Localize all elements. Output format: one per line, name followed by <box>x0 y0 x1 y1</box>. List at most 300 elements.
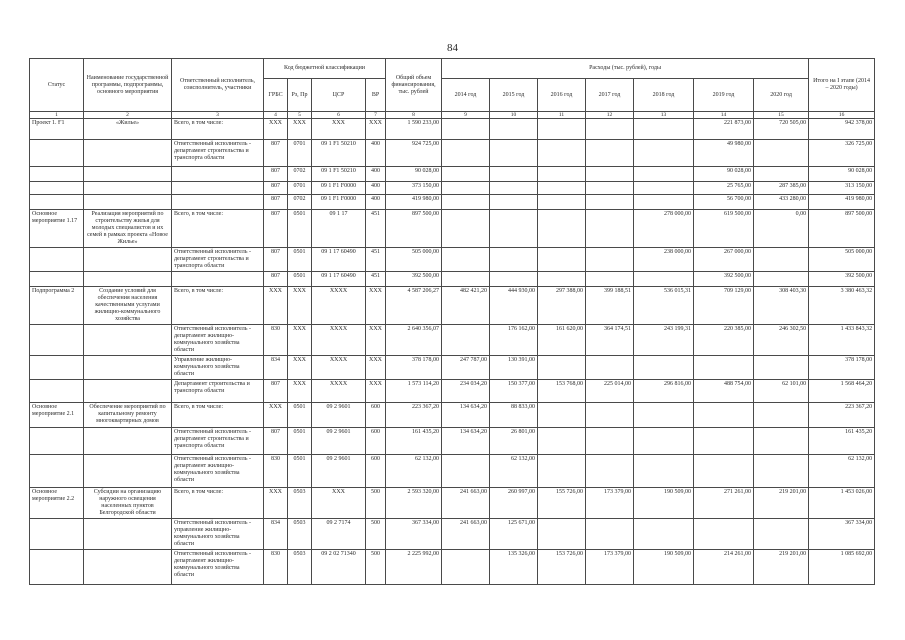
header-year: 2017 год <box>586 79 634 112</box>
amount-cell: 1 433 843,32 <box>809 325 875 356</box>
amount-cell <box>634 356 694 380</box>
amount-cell <box>442 167 490 182</box>
code-cell: 0501 <box>288 403 312 428</box>
code-cell: XXX <box>264 403 288 428</box>
amount-cell <box>634 403 694 428</box>
amount-cell: 88 833,00 <box>490 403 538 428</box>
column-index: 3 <box>172 112 264 119</box>
code-cell: XXX <box>264 287 288 325</box>
code-cell: XXX <box>366 356 386 380</box>
code-cell: 0702 <box>288 167 312 182</box>
amount-cell: 125 671,00 <box>490 519 538 550</box>
amount-cell <box>538 356 586 380</box>
status-cell <box>30 248 84 272</box>
table-body <box>30 119 875 585</box>
code-cell: XXX <box>312 488 366 519</box>
code-cell: 500 <box>366 488 386 519</box>
name-cell: Реализация мероприятий по строительству жилья для молодых специалистов и их семей в рамках проекта «Новое Жилье» <box>84 210 172 248</box>
code-cell: 09 1 F1 50210 <box>312 167 366 182</box>
amount-cell <box>586 140 634 167</box>
code-cell: 807 <box>264 167 288 182</box>
amount-cell: 378 178,00 <box>809 356 875 380</box>
amount-cell <box>442 140 490 167</box>
header-vr: ВР <box>366 79 386 112</box>
amount-cell <box>634 455 694 488</box>
code-cell: 0501 <box>288 248 312 272</box>
amount-cell: 271 261,00 <box>694 488 754 519</box>
header-total-volume: Общий объем финансирования, тыс. рублей <box>386 59 442 112</box>
amount-cell <box>442 325 490 356</box>
amount-cell: 392 500,00 <box>386 272 442 287</box>
code-cell: 807 <box>264 182 288 195</box>
amount-cell <box>634 195 694 210</box>
amount-cell: 297 388,00 <box>538 287 586 325</box>
amount-cell: 267 000,00 <box>694 248 754 272</box>
amount-cell <box>442 455 490 488</box>
amount-cell: 56 700,00 <box>694 195 754 210</box>
amount-cell: 1 085 692,00 <box>809 550 875 585</box>
amount-cell: 2 593 320,00 <box>386 488 442 519</box>
status-cell <box>30 272 84 287</box>
amount-cell: 161 435,20 <box>809 428 875 455</box>
amount-cell <box>634 167 694 182</box>
amount-cell: 135 326,00 <box>490 550 538 585</box>
header-name: Наименование государственной программы, подпрограммы, основного мероприятия <box>84 59 172 112</box>
amount-cell <box>586 210 634 248</box>
column-index: 16 <box>809 112 875 119</box>
amount-cell <box>754 519 809 550</box>
amount-cell <box>634 140 694 167</box>
code-cell: 807 <box>264 195 288 210</box>
code-cell: XXX <box>288 356 312 380</box>
amount-cell: 220 385,00 <box>694 325 754 356</box>
responsible-cell: Ответственный исполнитель - департамент жилищно-коммунального хозяйства области <box>172 550 264 585</box>
amount-cell: 367 334,00 <box>809 519 875 550</box>
amount-cell <box>442 210 490 248</box>
amount-cell <box>754 140 809 167</box>
amount-cell <box>538 403 586 428</box>
amount-cell: 134 634,20 <box>442 428 490 455</box>
name-cell <box>84 140 172 167</box>
code-cell: XXX <box>288 287 312 325</box>
amount-cell: 364 174,51 <box>586 325 634 356</box>
amount-cell <box>442 182 490 195</box>
amount-cell: 536 015,31 <box>634 287 694 325</box>
amount-cell: 161 620,00 <box>538 325 586 356</box>
amount-cell <box>586 519 634 550</box>
name-cell <box>84 428 172 455</box>
amount-cell: 399 188,51 <box>586 287 634 325</box>
amount-cell: 214 261,00 <box>694 550 754 585</box>
code-cell: XXX <box>264 119 288 140</box>
amount-cell <box>754 428 809 455</box>
amount-cell <box>586 428 634 455</box>
table-row <box>30 356 875 380</box>
amount-cell: 897 500,00 <box>386 210 442 248</box>
code-cell: 09 2 9601 <box>312 403 366 428</box>
amount-cell: 326 725,00 <box>809 140 875 167</box>
responsible-cell <box>172 167 264 182</box>
header-responsible: Ответственный исполнитель, соисполнитель, участники <box>172 59 264 112</box>
responsible-cell: Ответственный исполнитель - департамент жилищно-коммунального хозяйства области <box>172 455 264 488</box>
amount-cell <box>490 272 538 287</box>
amount-cell: 247 787,00 <box>442 356 490 380</box>
responsible-cell: Ответственный исполнитель - департамент строительства и транспорта области <box>172 248 264 272</box>
code-cell: XXX <box>366 325 386 356</box>
code-cell: 0503 <box>288 488 312 519</box>
header-year: 2016 год <box>538 79 586 112</box>
table-row <box>30 140 875 167</box>
column-index: 2 <box>84 112 172 119</box>
name-cell <box>84 182 172 195</box>
amount-cell <box>538 119 586 140</box>
page-number: 84 <box>447 42 458 54</box>
status-cell: Проект 1. Ғ1 <box>30 119 84 140</box>
table-row <box>30 519 875 550</box>
header-stage-total: Итого на I этапе (2014 – 2020 годы) <box>809 59 875 112</box>
header-year: 2018 год <box>634 79 694 112</box>
table-row <box>30 550 875 585</box>
responsible-cell <box>172 195 264 210</box>
amount-cell: 173 379,00 <box>586 488 634 519</box>
amount-cell: 62 132,00 <box>809 455 875 488</box>
amount-cell: 308 403,30 <box>754 287 809 325</box>
name-cell <box>84 325 172 356</box>
name-cell <box>84 455 172 488</box>
amount-cell <box>538 272 586 287</box>
amount-cell <box>586 119 634 140</box>
header-grbs: ГРБС <box>264 79 288 112</box>
amount-cell: 942 378,00 <box>809 119 875 140</box>
code-cell: XXX <box>264 488 288 519</box>
code-cell: 09 1 F1 F0000 <box>312 195 366 210</box>
name-cell <box>84 550 172 585</box>
responsible-cell: Всего, в том числе: <box>172 119 264 140</box>
amount-cell: 1 573 114,20 <box>386 380 442 403</box>
amount-cell <box>538 195 586 210</box>
amount-cell: 134 634,20 <box>442 403 490 428</box>
amount-cell <box>442 272 490 287</box>
amount-cell: 219 201,00 <box>754 550 809 585</box>
table-row <box>30 248 875 272</box>
name-cell <box>84 519 172 550</box>
amount-cell <box>538 428 586 455</box>
amount-cell: 241 663,00 <box>442 488 490 519</box>
amount-cell: 392 500,00 <box>694 272 754 287</box>
name-cell <box>84 248 172 272</box>
amount-cell: 246 302,50 <box>754 325 809 356</box>
amount-cell: 419 980,00 <box>809 195 875 210</box>
amount-cell: 243 199,31 <box>634 325 694 356</box>
amount-cell <box>694 428 754 455</box>
name-cell <box>84 356 172 380</box>
table-row <box>30 428 875 455</box>
responsible-cell: Ответственный исполнитель - управление жилищно-коммунального хозяйства области <box>172 519 264 550</box>
code-cell: XXX <box>366 287 386 325</box>
code-cell: 830 <box>264 550 288 585</box>
status-cell <box>30 167 84 182</box>
code-cell: XXXX <box>312 325 366 356</box>
code-cell: 09 1 17 60490 <box>312 272 366 287</box>
amount-cell: 221 873,00 <box>694 119 754 140</box>
amount-cell: 234 034,20 <box>442 380 490 403</box>
amount-cell <box>754 248 809 272</box>
status-cell <box>30 325 84 356</box>
table-row <box>30 488 875 519</box>
code-cell: 0702 <box>288 195 312 210</box>
table-row <box>30 182 875 195</box>
column-index: 8 <box>386 112 442 119</box>
amount-cell <box>490 167 538 182</box>
name-cell <box>84 167 172 182</box>
amount-cell: 505 000,00 <box>809 248 875 272</box>
name-cell <box>84 195 172 210</box>
amount-cell: 897 500,00 <box>809 210 875 248</box>
amount-cell: 924 725,00 <box>386 140 442 167</box>
status-cell <box>30 356 84 380</box>
amount-cell: 173 379,00 <box>586 550 634 585</box>
amount-cell: 25 765,00 <box>694 182 754 195</box>
amount-cell: 2 640 356,07 <box>386 325 442 356</box>
amount-cell: 49 980,00 <box>694 140 754 167</box>
code-cell: 09 1 F1 F0000 <box>312 182 366 195</box>
name-cell: Субсидии на организацию наружного освещения населенных пунктов Белгородской области <box>84 488 172 519</box>
table-row <box>30 210 875 248</box>
responsible-cell: Ответственный исполнитель - департамент строительства и транспорта области <box>172 428 264 455</box>
header-year: 2015 год <box>490 79 538 112</box>
code-cell: 451 <box>366 248 386 272</box>
amount-cell <box>634 519 694 550</box>
code-cell: 400 <box>366 140 386 167</box>
amount-cell: 260 997,00 <box>490 488 538 519</box>
code-cell: XXX <box>366 380 386 403</box>
amount-cell: 90 028,00 <box>386 167 442 182</box>
table-row <box>30 287 875 325</box>
code-cell: 09 2 7174 <box>312 519 366 550</box>
code-cell: XXXX <box>312 380 366 403</box>
responsible-cell: Всего, в том числе: <box>172 287 264 325</box>
table-row <box>30 167 875 182</box>
header-year: 2020 год <box>754 79 809 112</box>
table-row <box>30 325 875 356</box>
amount-cell: 367 334,00 <box>386 519 442 550</box>
column-index: 7 <box>366 112 386 119</box>
status-cell <box>30 182 84 195</box>
code-cell: 500 <box>366 519 386 550</box>
amount-cell <box>538 140 586 167</box>
code-cell: 0701 <box>288 182 312 195</box>
responsible-cell: Всего, в том числе: <box>172 403 264 428</box>
responsible-cell: Всего, в том числе: <box>172 488 264 519</box>
amount-cell: 225 014,00 <box>586 380 634 403</box>
amount-cell <box>490 210 538 248</box>
responsible-cell: Ответственный исполнитель - департамент строительства и транспорта области <box>172 140 264 167</box>
table-row <box>30 272 875 287</box>
header-budget-code: Код бюджетной классификации <box>264 59 386 79</box>
header-csr: ЦСР <box>312 79 366 112</box>
amount-cell: 90 028,00 <box>809 167 875 182</box>
amount-cell <box>442 248 490 272</box>
status-cell <box>30 519 84 550</box>
amount-cell: 90 028,00 <box>694 167 754 182</box>
amount-cell <box>538 248 586 272</box>
column-index: 13 <box>634 112 694 119</box>
status-cell: Подпрограмма 2 <box>30 287 84 325</box>
amount-cell <box>442 550 490 585</box>
amount-cell: 619 500,00 <box>694 210 754 248</box>
code-cell: 600 <box>366 428 386 455</box>
amount-cell: 190 509,00 <box>634 488 694 519</box>
amount-cell: 62 101,00 <box>754 380 809 403</box>
amount-cell: 287 385,00 <box>754 182 809 195</box>
code-cell: XXX <box>288 119 312 140</box>
amount-cell <box>694 356 754 380</box>
header-year: 2019 год <box>694 79 754 112</box>
column-index: 6 <box>312 112 366 119</box>
amount-cell: 378 178,00 <box>386 356 442 380</box>
amount-cell: 278 000,00 <box>634 210 694 248</box>
amount-cell <box>586 272 634 287</box>
status-cell <box>30 195 84 210</box>
code-cell: 0501 <box>288 455 312 488</box>
amount-cell: 155 726,00 <box>538 488 586 519</box>
code-cell: 09 1 17 <box>312 210 366 248</box>
column-index: 14 <box>694 112 754 119</box>
table-row <box>30 195 875 210</box>
amount-cell: 2 225 992,00 <box>386 550 442 585</box>
amount-cell <box>754 356 809 380</box>
code-cell: 0501 <box>288 428 312 455</box>
amount-cell: 3 380 463,32 <box>809 287 875 325</box>
code-cell: 0501 <box>288 210 312 248</box>
code-cell: XXXX <box>312 356 366 380</box>
amount-cell <box>538 167 586 182</box>
amount-cell <box>694 403 754 428</box>
amount-cell: 720 505,00 <box>754 119 809 140</box>
amount-cell <box>754 455 809 488</box>
code-cell: 807 <box>264 210 288 248</box>
budget-table <box>29 58 875 585</box>
amount-cell <box>586 182 634 195</box>
column-index: 10 <box>490 112 538 119</box>
amount-cell: 0,00 <box>754 210 809 248</box>
amount-cell <box>634 428 694 455</box>
name-cell <box>84 380 172 403</box>
amount-cell: 444 930,00 <box>490 287 538 325</box>
column-index: 12 <box>586 112 634 119</box>
responsible-cell <box>172 272 264 287</box>
amount-cell: 26 801,00 <box>490 428 538 455</box>
amount-cell: 219 201,00 <box>754 488 809 519</box>
code-cell: 830 <box>264 455 288 488</box>
amount-cell: 482 421,20 <box>442 287 490 325</box>
column-index: 4 <box>264 112 288 119</box>
amount-cell: 1 568 464,20 <box>809 380 875 403</box>
code-cell: 09 1 F1 50210 <box>312 140 366 167</box>
amount-cell <box>490 119 538 140</box>
amount-cell: 1 453 026,00 <box>809 488 875 519</box>
code-cell: 807 <box>264 140 288 167</box>
amount-cell: 62 132,00 <box>490 455 538 488</box>
amount-cell <box>754 272 809 287</box>
column-index: 15 <box>754 112 809 119</box>
status-cell: Основное мероприятие 2.2 <box>30 488 84 519</box>
amount-cell <box>634 272 694 287</box>
name-cell <box>84 272 172 287</box>
status-cell: Основное мероприятие 2.1 <box>30 403 84 428</box>
code-cell: XXX <box>366 119 386 140</box>
header-status: Статус <box>30 59 84 112</box>
amount-cell: 488 754,00 <box>694 380 754 403</box>
code-cell: 09 2 02 71340 <box>312 550 366 585</box>
amount-cell <box>538 455 586 488</box>
amount-cell: 709 129,00 <box>694 287 754 325</box>
code-cell: 500 <box>366 550 386 585</box>
code-cell: 0501 <box>288 272 312 287</box>
code-cell: 600 <box>366 455 386 488</box>
amount-cell: 419 980,00 <box>386 195 442 210</box>
code-cell: XXX <box>288 325 312 356</box>
amount-cell: 150 377,00 <box>490 380 538 403</box>
code-cell: 09 1 17 60490 <box>312 248 366 272</box>
responsible-cell <box>172 182 264 195</box>
amount-cell <box>490 195 538 210</box>
code-cell: 600 <box>366 403 386 428</box>
code-cell: 451 <box>366 210 386 248</box>
code-cell: 400 <box>366 195 386 210</box>
name-cell: «Жилье» <box>84 119 172 140</box>
code-cell: 0503 <box>288 550 312 585</box>
amount-cell <box>754 403 809 428</box>
amount-cell: 4 587 206,27 <box>386 287 442 325</box>
amount-cell <box>586 167 634 182</box>
amount-cell <box>694 455 754 488</box>
amount-cell: 392 500,00 <box>809 272 875 287</box>
amount-cell: 373 150,00 <box>386 182 442 195</box>
status-cell <box>30 455 84 488</box>
amount-cell <box>586 195 634 210</box>
status-cell <box>30 428 84 455</box>
amount-cell <box>586 403 634 428</box>
responsible-cell: Всего, в том числе: <box>172 210 264 248</box>
responsible-cell: Управление жилищно-коммунального хозяйства области <box>172 356 264 380</box>
amount-cell <box>538 519 586 550</box>
amount-cell <box>490 248 538 272</box>
amount-cell <box>586 455 634 488</box>
amount-cell: 153 726,00 <box>538 550 586 585</box>
status-cell <box>30 550 84 585</box>
amount-cell <box>490 140 538 167</box>
column-index: 9 <box>442 112 490 119</box>
code-cell: XXX <box>312 119 366 140</box>
responsible-cell: Ответственный исполнитель - департамент жилищно-коммунального хозяйства области <box>172 325 264 356</box>
header-rzpr: Рз, Пр <box>288 79 312 112</box>
code-cell: 09 2 9601 <box>312 455 366 488</box>
amount-cell <box>754 167 809 182</box>
code-cell: 807 <box>264 380 288 403</box>
code-cell: 807 <box>264 272 288 287</box>
amount-cell: 190 509,00 <box>634 550 694 585</box>
amount-cell: 1 590 233,00 <box>386 119 442 140</box>
code-cell: 0503 <box>288 519 312 550</box>
column-index: 5 <box>288 112 312 119</box>
amount-cell <box>586 248 634 272</box>
amount-cell: 313 150,00 <box>809 182 875 195</box>
table-row <box>30 403 875 428</box>
amount-cell: 238 000,00 <box>634 248 694 272</box>
code-cell: 834 <box>264 519 288 550</box>
amount-cell <box>586 356 634 380</box>
